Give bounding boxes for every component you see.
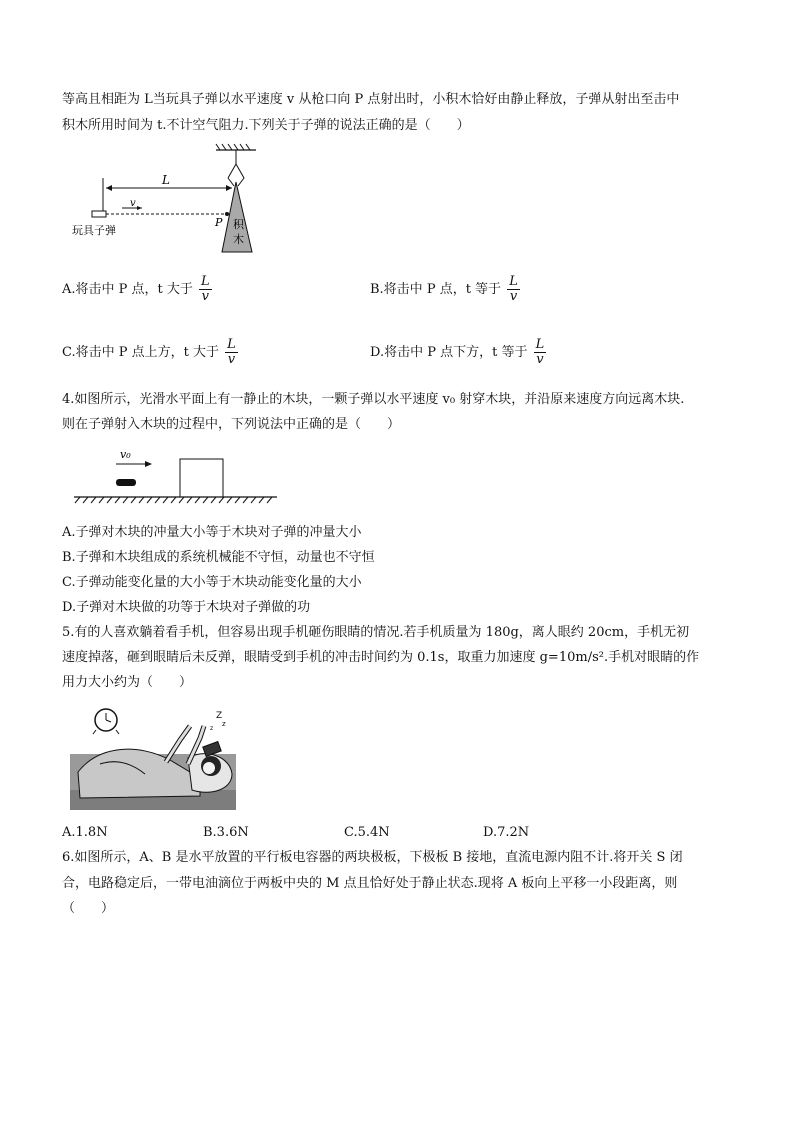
q4-figure <box>72 448 282 508</box>
q3-option-a <box>62 275 212 304</box>
q3-option-a-text: A.将击中 P 点，t 大于 <box>62 282 193 297</box>
label-P: P <box>215 216 223 229</box>
q4-stem-line-1: 4.如图所示，光滑水平面上有一静止的木块，一颗子弹以水平速度 v₀ 射穿木块，并沿原来速度方向远离木块. <box>62 392 685 407</box>
block-label-1: 积 <box>233 218 244 231</box>
q5-option-d: D.7.2N <box>483 825 530 840</box>
label-v0: v₀ <box>120 448 131 461</box>
q4-option-c: C.子弹动能变化量的大小等于木块动能变化量的大小 <box>62 575 362 590</box>
q3-option-b-text: B.将击中 P 点，t 等于 <box>370 282 502 297</box>
q5-stem-line-1: 5.有的人喜欢躺着看手机，但容易出现手机砸伤眼睛的情况.若手机质量为 180g，离人眼约 20cm，手机无初 <box>62 625 690 640</box>
q5-stem-line-3: 用力大小约为（ ） <box>62 675 193 690</box>
q5-stem-line-2: 速度掉落，砸到眼睛后未反弹，眼睛受到手机的冲击时间约为 0.1s，取重力加速度 g=10m/s².手机对眼睛的作 <box>62 650 700 665</box>
q6-stem-line-3: （ ） <box>62 901 115 916</box>
q6-stem-line-1: 6.如图所示，A、B 是水平放置的平行板电容器的两块极板，下极板 B 接地，直流电源内阻不计.将开关 S 闭 <box>62 850 683 865</box>
q3-stem-line-2: 积木所用时间为 t.不计空气阻力.下列关于子弹的说法正确的是（ ） <box>62 118 470 133</box>
q4-option-a: A.子弹对木块的冲量大小等于木块对子弹的冲量大小 <box>62 525 362 540</box>
q4-stem-line-2: 则在子弹射入木块的过程中，下列说法中正确的是（ ） <box>62 417 401 432</box>
q3-figure <box>70 142 270 262</box>
label-L: L <box>162 173 170 187</box>
fraction-L-over-v: $\frac{L}{v}$ <box>509 274 518 304</box>
q5-option-c: C.5.4N <box>344 825 390 840</box>
q5-option-b: B.3.6N <box>203 825 249 840</box>
q3-option-d <box>370 338 546 367</box>
label-v: v <box>130 198 136 209</box>
q5-option-a: A.1.8N <box>62 825 108 840</box>
svg-text:z: z <box>222 720 226 728</box>
q3-option-c <box>62 338 238 367</box>
fraction-L-over-v: $\frac{L}{v}$ <box>535 337 545 367</box>
fraction-L-over-v: $\frac{L}{v}$ <box>227 337 236 367</box>
wooden-block <box>180 459 223 497</box>
svg-text:Z: Z <box>216 711 223 721</box>
svg-text:z: z <box>210 725 214 732</box>
bullet-shape <box>116 479 136 486</box>
label-toy-bullet: 玩具子弹 <box>72 224 116 237</box>
q3-option-c-text: C.将击中 P 点上方，t 大于 <box>62 345 219 360</box>
fraction-L-over-v: $\frac{L}{v}$ <box>201 274 210 304</box>
block-label-2: 木 <box>233 233 244 246</box>
q4-option-d: D.子弹对木块做的功等于木块对子弹做的功 <box>62 600 311 615</box>
q6-stem-line-2: 合，电路稳定后，一带电油滴位于两板中央的 M 点且恰好处于静止状态.现将 A 板向上平移一小段距离，则 <box>62 876 678 891</box>
q4-option-b: B.子弹和木块组成的系统机械能不守恒，动量也不守恒 <box>62 550 375 565</box>
q3-option-d-text: D.将击中 P 点下方，t 等于 <box>370 345 528 360</box>
q3-option-b <box>370 275 520 304</box>
q3-stem-line-1: 等高且相距为 L当玩具子弹以水平速度 v 从枪口向 P 点射出时，小积木恰好由静止释放，子弹从射出至击中 <box>62 92 680 107</box>
q5-illustration-person-reading-phone-in-bed <box>70 704 236 810</box>
